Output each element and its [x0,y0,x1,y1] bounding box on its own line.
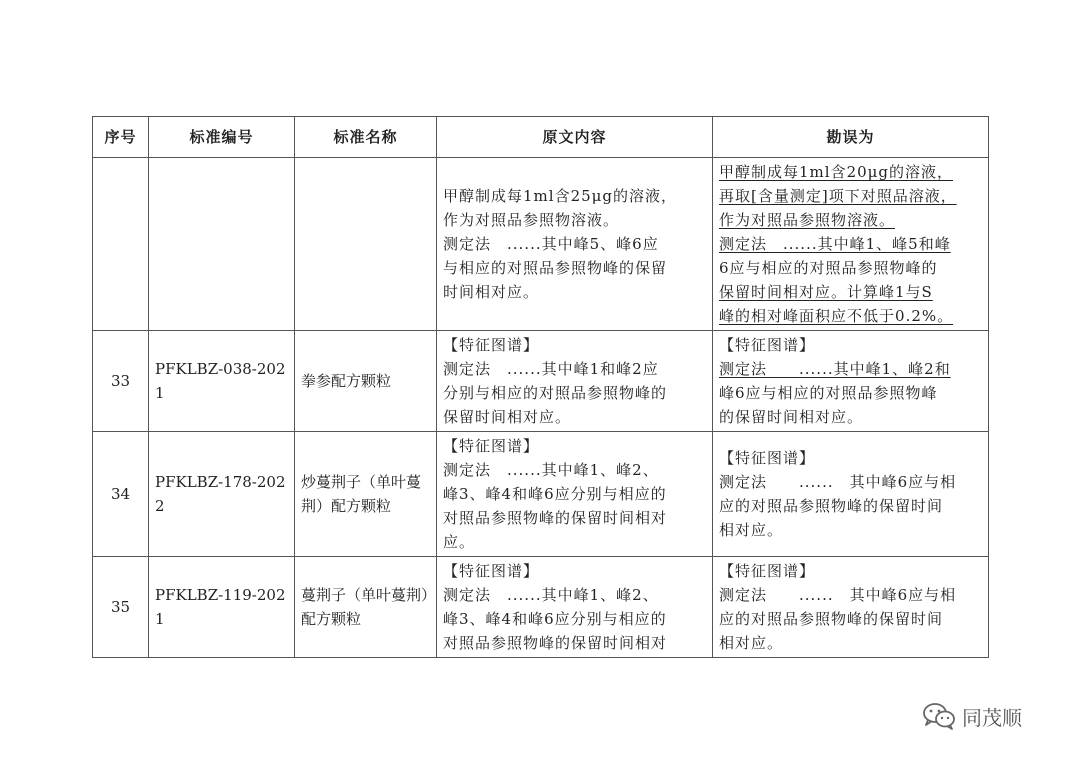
text-line: 峰3、峰4和峰6应分别与相应的 [443,485,667,503]
table-row [93,331,989,432]
cell-name: 拳参配方颗粒 [295,331,437,432]
cell-original [437,158,713,331]
header-no: 序号 [93,117,149,158]
text-line: 测定法 ......其中峰1、峰5和峰 [719,235,951,253]
header-row [93,117,989,158]
text-line: 测定法 ......其中峰1和峰2应 [443,360,659,378]
text-line: 保留时间相对应。 [443,408,572,426]
text-line: 【特征图谱】 [719,562,816,580]
cell-code: PFKLBZ-038-2021 [149,331,295,432]
text-line: 保留时间相对应。计算峰1与S [719,283,933,301]
cell-original [437,557,713,658]
text-line: 甲醇制成每1ml含20μg的溶液， [719,163,954,181]
table-row [93,557,989,658]
text-line: 【特征图谱】 [443,336,540,354]
wechat-icon [922,702,956,730]
text-line: 的保留时间相对应。 [719,408,864,426]
cell-correction [713,557,989,658]
text-line: 【特征图谱】 [443,562,540,580]
text-line: 测定法 ......其中峰1、峰2和 [719,360,951,378]
text-line: 相对应。 [719,634,784,652]
text-line: 峰3、峰4和峰6应分别与相应的 [443,610,667,628]
cell-original [437,432,713,557]
table-row [93,158,989,331]
text-line: 应的对照品参照物峰的保留时间 [719,497,944,515]
text-line: 对照品参照物峰的保留时间相对 [443,634,668,652]
text-line: 测定法 ......其中峰5、峰6应 [443,235,659,253]
text-line: 测定法 ......其中峰1、峰2、 [443,586,659,604]
text-line: 【特征图谱】 [443,437,540,455]
text-line: 【特征图谱】 [719,336,816,354]
text-line: 作为对照品参照物溶液。 [719,211,896,229]
text-line: 分别与相应的对照品参照物峰的 [443,384,668,402]
cell-no: 35 [93,557,149,658]
header-correction: 勘误为 [713,117,989,158]
text-line: 再取[含量测定]项下对照品溶液， [719,187,957,205]
text-line: 应。 [443,533,476,551]
watermark [922,698,1022,734]
header-code: 标准编号 [149,117,295,158]
cell-code: PFKLBZ-178-2022 [149,432,295,557]
watermark-label: 同茂顺 [962,705,1022,730]
text-line: 峰6应与相应的对照品参照物峰 [719,384,938,402]
text-line: 峰的相对峰面积应不低于0.2%。 [719,307,954,325]
text-line: 与相应的对照品参照物峰的保留 [443,259,668,277]
text-line: 应的对照品参照物峰的保留时间 [719,610,944,628]
text-line: 测定法 ...... 其中峰6应与相 [719,473,957,491]
errata-table [92,116,989,658]
text-line: 测定法 ......其中峰1、峰2、 [443,461,659,479]
table-row [93,432,989,557]
header-name: 标准名称 [295,117,437,158]
text-line: 甲醇制成每1ml含25μg的溶液， [443,187,678,205]
cell-name: 蔓荆子（单叶蔓荆）配方颗粒 [295,557,437,658]
cell-correction [713,158,989,331]
text-line: 作为对照品参照物溶液。 [443,211,620,229]
header-original: 原文内容 [437,117,713,158]
cell-name [295,158,437,331]
text-line: 【特征图谱】 [719,449,816,467]
cell-name: 炒蔓荆子（单叶蔓荆）配方颗粒 [295,432,437,557]
cell-code: PFKLBZ-119-2021 [149,557,295,658]
text-line: 时间相对应。 [443,283,540,301]
cell-no: 34 [93,432,149,557]
text-line: 对照品参照物峰的保留时间相对 [443,509,668,527]
cell-no: 33 [93,331,149,432]
cell-no [93,158,149,331]
cell-original [437,331,713,432]
cell-code [149,158,295,331]
cell-correction [713,331,989,432]
cell-correction [713,432,989,557]
text-line: 测定法 ...... 其中峰6应与相 [719,586,957,604]
text-line: 6应与相应的对照品参照物峰的 [719,259,938,277]
text-line: 相对应。 [719,521,784,539]
